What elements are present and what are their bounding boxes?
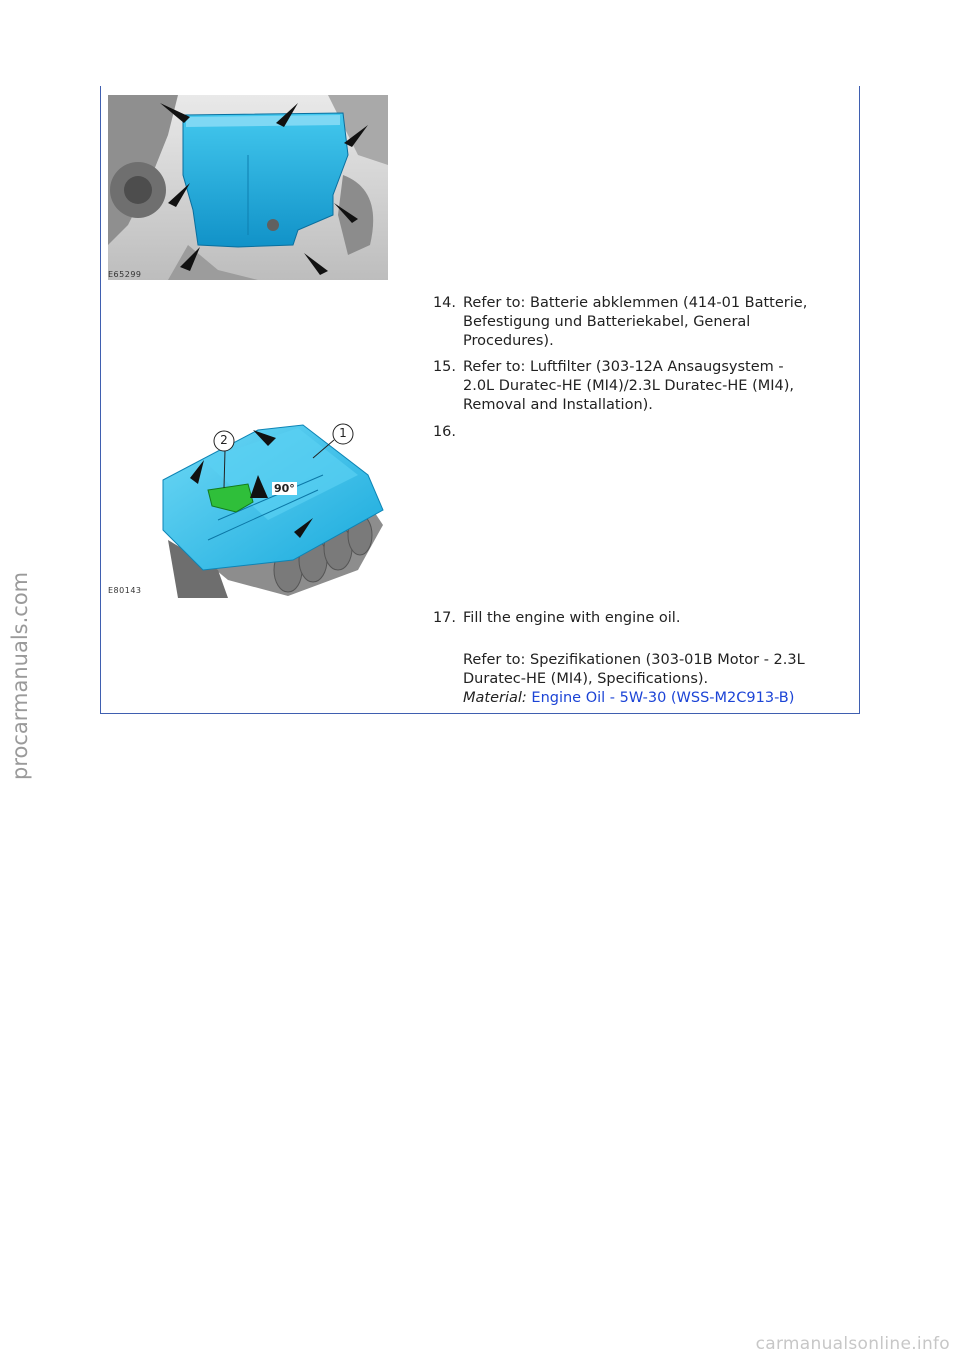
figure-label-bottom: E80143 bbox=[108, 586, 142, 595]
step-text bbox=[463, 294, 807, 351]
step-line: Befestigung und Batteriekabel, General bbox=[463, 314, 751, 330]
step-line: Procedures). bbox=[463, 333, 554, 349]
step-16 bbox=[424, 423, 854, 443]
step-15 bbox=[424, 358, 854, 418]
step-line: Removal and Installation). bbox=[463, 397, 653, 413]
step-number: 14. bbox=[432, 295, 456, 311]
step-14 bbox=[424, 294, 854, 354]
figure-engine-cover bbox=[108, 420, 388, 598]
callout-2: 2 bbox=[220, 433, 228, 447]
step-number: 17. bbox=[432, 610, 456, 626]
step-line: 2.0L Duratec-HE (MI4)/2.3L Duratec-HE (MI4), bbox=[463, 378, 795, 394]
watermark-bottom: carmanualsonline.info bbox=[755, 1334, 950, 1354]
note-line: Refer to: Spezifikationen (303-01B Motor - 2.3L bbox=[463, 652, 805, 668]
step-number: 16. bbox=[432, 424, 456, 440]
material-link[interactable]: Engine Oil - 5W-30 (WSS-M2C913-B) bbox=[531, 690, 795, 706]
figure-label-top: E65299 bbox=[108, 270, 142, 279]
figure-splash-shield bbox=[108, 95, 388, 280]
step-number: 15. bbox=[432, 359, 456, 375]
splash-shield-illustration bbox=[108, 95, 388, 280]
step-text: Fill the engine with engine oil. bbox=[463, 610, 681, 626]
step-line: Refer to: Luftfilter (303-12A Ansaugsystem - bbox=[463, 359, 784, 375]
angle-label: 90° bbox=[274, 482, 295, 495]
step-17 bbox=[424, 609, 854, 629]
note-line: Duratec-HE (MI4), Specifications). bbox=[463, 671, 709, 687]
callout-1: 1 bbox=[339, 426, 347, 440]
step-text bbox=[463, 358, 794, 415]
material-label: Material: bbox=[463, 690, 527, 706]
step-line: Refer to: Batterie abklemmen (414-01 Batterie, bbox=[463, 295, 808, 311]
note-text bbox=[463, 651, 805, 708]
step-17-note bbox=[424, 651, 854, 711]
engine-cover-illustration bbox=[108, 420, 388, 598]
